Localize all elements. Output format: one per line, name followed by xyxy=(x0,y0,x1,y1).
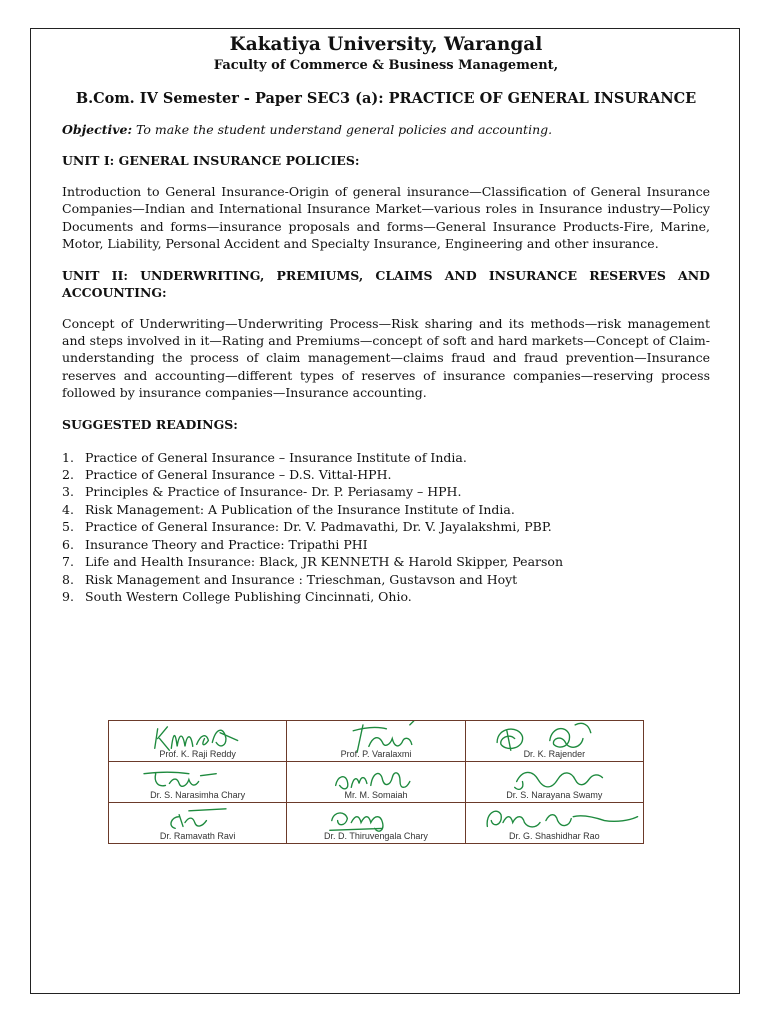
signatory-name: Dr. G. Shashidhar Rao xyxy=(509,831,600,841)
signature-cell xyxy=(109,803,287,844)
paper-title: B.Com. IV Semester - Paper SEC3 (a): PRACTICE OF GENERAL INSURANCE xyxy=(75,90,697,107)
reading-item: 5. Practice of General Insurance: Dr. V. Padmavathi, Dr. V. Jayalakshmi, PBP. xyxy=(62,519,552,535)
reading-item: 4. Risk Management: A Publication of the Insurance Institute of India. xyxy=(62,501,515,517)
reading-item: 1. Practice of General Insurance – Insurance Institute of India. xyxy=(62,449,467,465)
reading-item: 6. Insurance Theory and Practice: Tripathi PHI xyxy=(62,536,368,552)
signature-cell xyxy=(465,721,643,762)
signature-cell xyxy=(109,762,287,803)
unit2-heading: UNIT II: UNDERWRITING, PREMIUMS, CLAIMS AND INSURANCE RESERVES AND ACCOUNTING: xyxy=(62,267,710,300)
signatory-name: Prof. K. Raji Reddy xyxy=(159,749,236,759)
signatory-name: Mr. M. Somaiah xyxy=(344,790,408,800)
objective xyxy=(62,121,710,138)
objective-label: Objective: xyxy=(62,122,133,137)
faculty-name: Faculty of Commerce & Business Management, xyxy=(213,58,559,73)
reading-item: 8. Risk Management and Insurance : Trieschman, Gustavson and Hoyt xyxy=(62,571,518,587)
signatory-name: Dr. K. Rajender xyxy=(523,749,586,759)
readings-heading: SUGGESTED READINGS: xyxy=(62,416,238,432)
signature-cell xyxy=(287,803,465,844)
signatory-name: Dr. D. Thiruvengala Chary xyxy=(324,831,428,841)
signature-cell xyxy=(465,803,643,844)
reading-item: 7. Life and Health Insurance: Black, JR KENNETH & Harold Skipper, Pearson xyxy=(62,554,563,570)
unit2-body: Concept of Underwriting—Underwriting Process—Risk sharing and its methods—risk management and steps involved in it—Rating and Premiums—concept of soft and hard markets—Concept of Claim-understanding the process of claim management—claims fraud and fraud prevention—Insurance reserves and accounting—different types of reserves of insurance companies—reserving process followed by insurance companies—Insurance accounting. xyxy=(62,315,710,401)
signatory-name: Dr. Ramavath Ravi xyxy=(159,831,236,841)
signature-cell xyxy=(287,721,465,762)
university-title: Kakatiya University, Warangal xyxy=(229,34,543,55)
signature-table xyxy=(108,720,644,844)
unit1-heading: UNIT I: GENERAL INSURANCE POLICIES: xyxy=(62,153,360,168)
signatory-name: Prof. P. Varalaxmi xyxy=(340,749,412,759)
reading-item: 9. South Western College Publishing Cincinnati, Ohio. xyxy=(62,588,412,604)
reading-item: 2. Practice of General Insurance – D.S. Vittal-HPH. xyxy=(62,467,392,483)
signature-cell xyxy=(287,762,465,803)
signature-cell xyxy=(465,762,643,803)
signature-cell xyxy=(109,721,287,762)
readings-list xyxy=(62,449,710,606)
unit1-body: Introduction to General Insurance-Origin of general insurance—Classification of General Insurance Companies—Indian and International Insurance Market—various roles in Insurance industry—Policy Documents and forms—insurance proposals and forms—General Insurance Products-Fire, Marine, Motor, Liability, Personal Accident and Specialty Insurance, Engineering and other insurance. xyxy=(62,184,710,252)
signatory-name: Dr. S. Narasimha Chary xyxy=(150,790,246,800)
syllabus-document xyxy=(62,30,710,605)
reading-item: 3. Principles & Practice of Insurance- Dr. P. Periasamy – HPH. xyxy=(62,484,462,500)
signatory-name: Dr. S. Narayana Swamy xyxy=(506,790,603,800)
objective-text: To make the student understand general policies and accounting. xyxy=(132,122,553,137)
